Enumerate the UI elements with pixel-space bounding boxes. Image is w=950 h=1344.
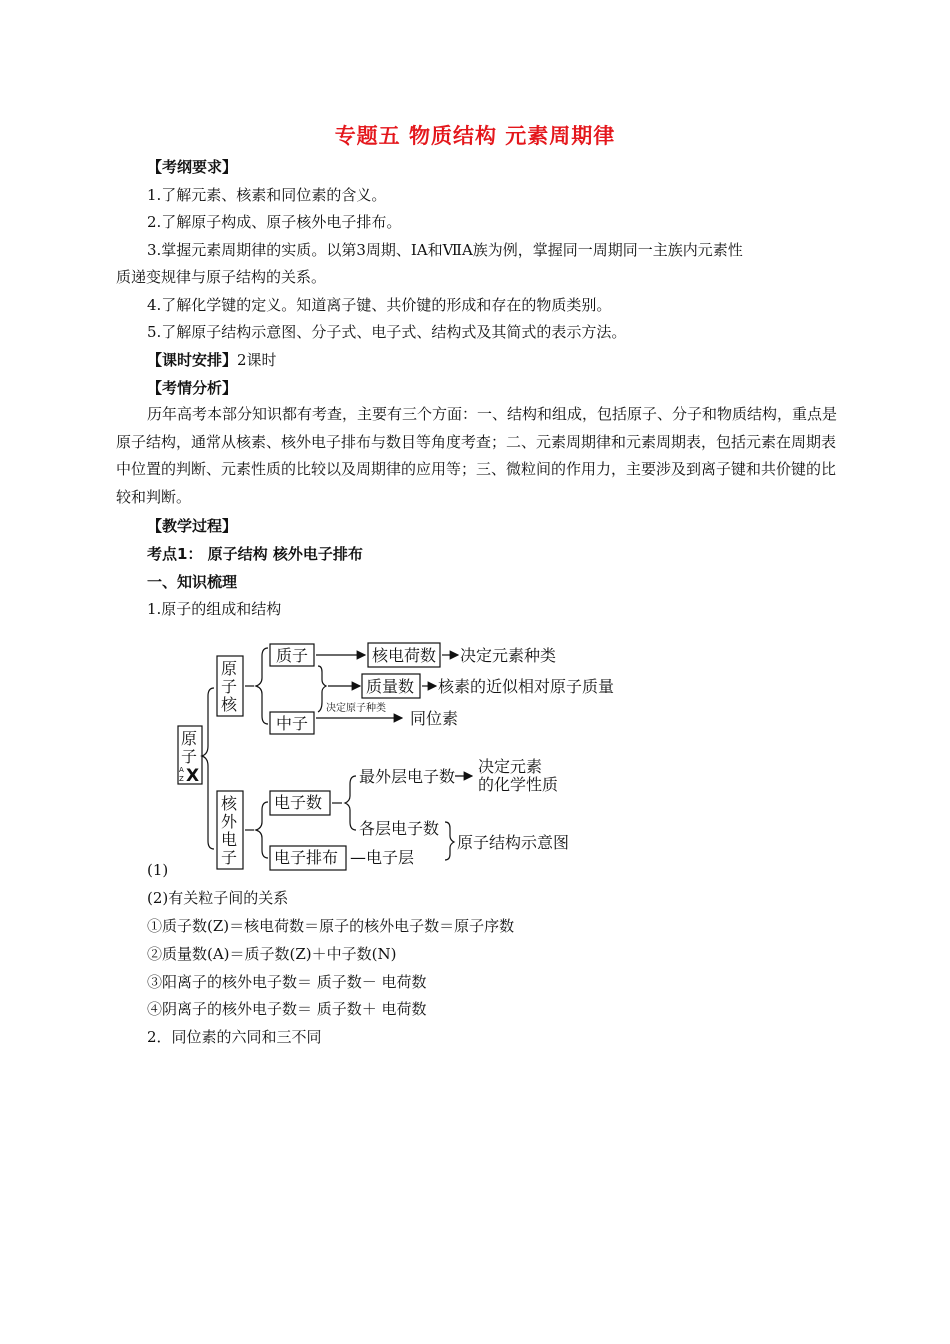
decide-chem-label-1: 决定元素 <box>478 757 543 776</box>
atom-label-1: 原 <box>181 729 198 748</box>
requirements-heading: 【考纲要求】 <box>147 158 238 176</box>
relation-4: ④阴离子的核外电子数＝ 质子数＋ 电荷数 <box>147 1000 427 1018</box>
topic-1-heading: 考点1： 原子结构 核外电子排布 <box>147 545 363 563</box>
outer-label-1: 核 <box>221 794 238 813</box>
item-1: 1.原子的组成和结构 <box>147 600 282 618</box>
decide-element-label: 决定元素种类 <box>460 646 557 665</box>
nucleus-label-1: 原 <box>221 659 238 678</box>
knowledge-heading: 一、知识梳理 <box>147 573 238 591</box>
sub-item-2: (2)有关粒子间的关系 <box>147 889 289 907</box>
outer-layer-label: 最外层电子数 <box>359 767 456 786</box>
item-2: 2．同位素的六同和三不同 <box>147 1028 322 1046</box>
requirement-4: 4.了解化学键的定义。知道离子键、共价键的形成和存在的物质类别。 <box>147 296 612 314</box>
page-title: 专题五 物质结构 元素周期律 <box>334 124 616 148</box>
relation-1: ①质子数(Z)＝核电荷数＝原子的核外电子数＝原子序数 <box>147 917 515 935</box>
proton-label: 质子 <box>276 646 309 665</box>
relation-2: ②质量数(A)＝质子数(Z)＋中子数(N) <box>147 945 397 963</box>
requirement-1: 1.了解元素、核素和同位素的含义。 <box>147 186 387 204</box>
decide-chem-label-2: 的化学性质 <box>478 775 559 794</box>
electron-count-label: 电子数 <box>274 793 323 812</box>
requirement-3-cont: 质递变规律与原子结构的关系。 <box>116 268 327 286</box>
decide-atom-type-label: 决定原子种类 <box>326 703 386 714</box>
nuclide-mass-label: 核素的近似相对原子质量 <box>438 677 615 696</box>
process-heading: 【教学过程】 <box>147 517 238 535</box>
outer-label-2: 外 <box>221 812 238 831</box>
atom-proton-sub: Z <box>179 775 184 783</box>
nucleus-label-3: 核 <box>221 695 238 714</box>
nuclear-charge-label: 核电荷数 <box>372 646 437 665</box>
atom-label-2: 子 <box>181 747 198 766</box>
atom-symbol: X <box>186 766 200 786</box>
sub-item-1: (1) <box>147 861 169 879</box>
electron-shell-label: —电子层 <box>350 848 415 867</box>
atom-structure-diagram <box>170 636 640 871</box>
nucleus-label-2: 子 <box>221 677 238 696</box>
mass-number-label: 质量数 <box>366 677 415 696</box>
arrangement-label: 电子排布 <box>274 848 339 867</box>
isotope-label: 同位素 <box>410 709 459 728</box>
neutron-label: 中子 <box>276 714 309 733</box>
schedule-heading: 【课时安排】 <box>147 351 238 369</box>
structure-diagram-label: 原子结构示意图 <box>457 833 570 852</box>
requirement-3: 3.掌握元素周期律的实质。以第3周期、ⅠA和ⅦA族为例，掌握同一周期同一主族内元素性 <box>147 241 743 259</box>
analysis-paragraph: 历年高考本部分知识都有考查，主要有三个方面：一、结构和组成，包括原子、分子和物质结构，重点是原子结构，通常从核素、核外电子排布与数目等角度考查；二、元素周期律和元素周期表，包括元素在周期表中位置的判断、元素性质的比较以及周期律的应用等；三、微粒间的作用力，主要涉及到离子键和共价键的比较和判断。 <box>116 405 838 506</box>
schedule-value: 2课时 <box>237 351 277 369</box>
outer-label-4: 子 <box>221 848 238 867</box>
outer-label-3: 电 <box>221 830 238 849</box>
requirement-2: 2.了解原子构成、原子核外电子排布。 <box>147 213 402 231</box>
relation-3: ③阳离子的核外电子数＝ 质子数－ 电荷数 <box>147 973 427 991</box>
layer-electrons-label: 各层电子数 <box>359 819 440 838</box>
analysis-heading: 【考情分析】 <box>147 379 238 397</box>
requirement-5: 5.了解原子结构示意图、分子式、电子式、结构式及其简式的表示方法。 <box>147 323 627 341</box>
schedule-line <box>147 350 277 370</box>
atom-mass-sup: A <box>179 766 184 774</box>
